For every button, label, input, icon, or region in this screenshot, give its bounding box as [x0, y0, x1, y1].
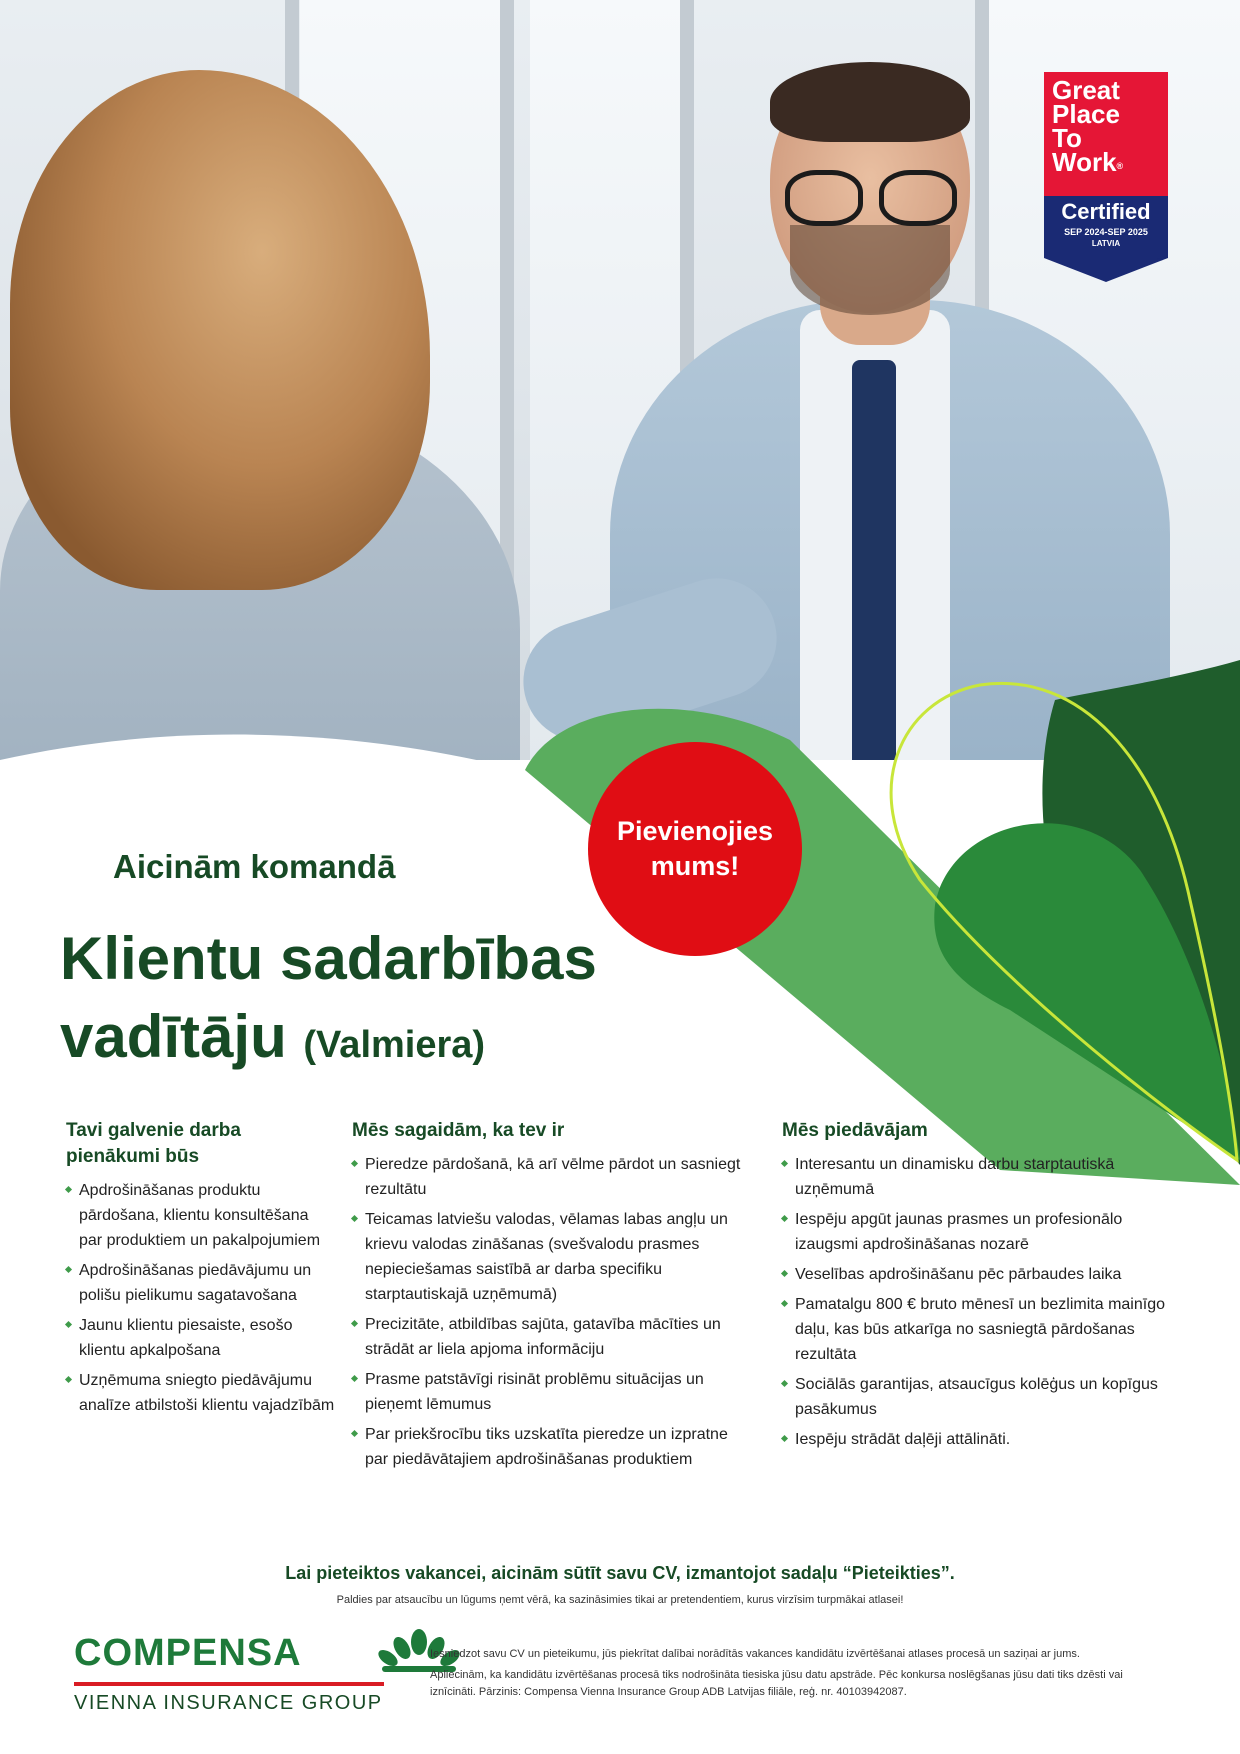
list-item: Pamatalgu 800 € bruto mēnesī un bezlimita mainīgo daļu, kas būs atkarīga no sasniegtā pārdošanas rezultāta [782, 1292, 1182, 1367]
job-title-line-2: vadītāju [60, 1003, 287, 1070]
offer-column [782, 1118, 1182, 1457]
badge-certified: Certified [1061, 199, 1151, 224]
badge-country: LATVIA [1091, 239, 1121, 248]
thanks-note: Paldies par atsaucību un lūgums ņemt vērā, ka sazināsimies tikai ar pretendentiem, kurus virzīsim turpmākai atlasei! [336, 1594, 904, 1606]
badge-trademark: ™ [1156, 258, 1163, 265]
badge-line-3: To [1052, 123, 1082, 153]
badge-registered-mark: ® [1116, 161, 1124, 171]
badge-line-1: Great [1052, 75, 1120, 105]
duties-heading: Tavi galvenie darba pienākumi būs [66, 1120, 241, 1167]
intro-heading: Aicinām komandā [113, 848, 396, 885]
great-place-to-work-badge [1044, 72, 1168, 282]
list-item: Teicamas latviešu valodas, vēlamas labas angļu un krievu valodas zināšanas (svešvalodu prasmes nepieciešamas saistībā ar darba specifiku starptautiskajā uzņēmumā) [352, 1207, 752, 1307]
list-item: Veselības apdrošināšanu pēc pārbaudes laika [782, 1262, 1182, 1287]
list-item: Sociālās garantijas, atsaucīgus kolēģus un kopīgus pasākumus [782, 1372, 1182, 1422]
list-item: Apdrošināšanas piedāvājumu un polišu pielikumu sagatavošana [66, 1258, 336, 1308]
join-us-circle [588, 742, 802, 956]
badge-line-4: Work [1052, 147, 1117, 177]
badge-dates: SEP 2024-SEP 2025 [1064, 227, 1148, 237]
job-title [60, 920, 597, 1084]
offer-heading: Mēs piedāvājam [782, 1120, 928, 1141]
requirements-heading: Mēs sagaidām, ka tev ir [352, 1120, 565, 1141]
duties-list [66, 1178, 336, 1418]
list-item: Interesantu un dinamisku darbu starptautiskā uzņēmumā [782, 1152, 1182, 1202]
join-us-text: Pievienojies mums! [616, 816, 774, 881]
duties-column [66, 1118, 336, 1423]
legal-notice [430, 1646, 1165, 1705]
list-item: Apdrošināšanas produktu pārdošana, klientu konsultēšana par produktiem un pakalpojumiem [66, 1178, 336, 1253]
job-title-line-1: Klientu sadarbības [60, 925, 597, 992]
legal-paragraph-1: Iesniedzot savu CV un pieteikumu, jūs piekrītat dalībai norādītās vakances kandidātu izvērtēšanai atlases procesā un saziņai ar jums. [430, 1648, 1080, 1660]
list-item: Iespēju strādāt daļēji attālināti. [782, 1427, 1182, 1452]
requirements-column [352, 1118, 752, 1477]
list-item: Iespēju apgūt jaunas prasmes un profesionālo izaugsmi apdrošināšanas nozarē [782, 1207, 1182, 1257]
badge-line-2: Place [1052, 99, 1120, 129]
job-location: (Valmiera) [303, 1024, 486, 1066]
offer-list [782, 1152, 1182, 1452]
logo-wordmark: COMPENSA [74, 1632, 302, 1674]
list-item: Pieredze pārdošanā, kā arī vēlme pārdot un sasniegt rezultātu [352, 1152, 752, 1202]
requirements-list [352, 1152, 752, 1472]
apply-instructions: Lai pieteiktos vakancei, aicinām sūtīt savu CV, izmantojot sadaļu “Pieteikties”. [285, 1563, 955, 1583]
list-item: Par priekšrocību tiks uzskatīta pieredze un izpratne par piedāvātajiem apdrošināšanas produktiem [352, 1422, 752, 1472]
logo-subtitle: VIENNA INSURANCE GROUP [74, 1692, 383, 1714]
list-item: Jaunu klientu piesaiste, esošo klientu apkalpošana [66, 1313, 336, 1363]
list-item: Uzņēmuma sniegto piedāvājumu analīze atbilstoši klientu vajadzībām [66, 1368, 336, 1418]
legal-paragraph-2: Apliecinām, ka kandidātu izvērtēšanas procesā tiks nodrošināta tiesiska jūsu datu apstrāde. Pēc konkursa noslēgšanas jūsu dati tiks dzēsti vai iznīcināti. Pārzinis: Compensa Vienna Insurance Group ADB Latvijas filiāle, reģ. nr. 40103942087. [430, 1669, 1123, 1698]
list-item: Prasme patstāvīgi risināt problēmu situācijas un pieņemt lēmumus [352, 1367, 752, 1417]
list-item: Precizitāte, atbildības sajūta, gatavība mācīties un strādāt ar liela apjoma informāciju [352, 1312, 752, 1362]
compensa-logo [74, 1628, 394, 1728]
